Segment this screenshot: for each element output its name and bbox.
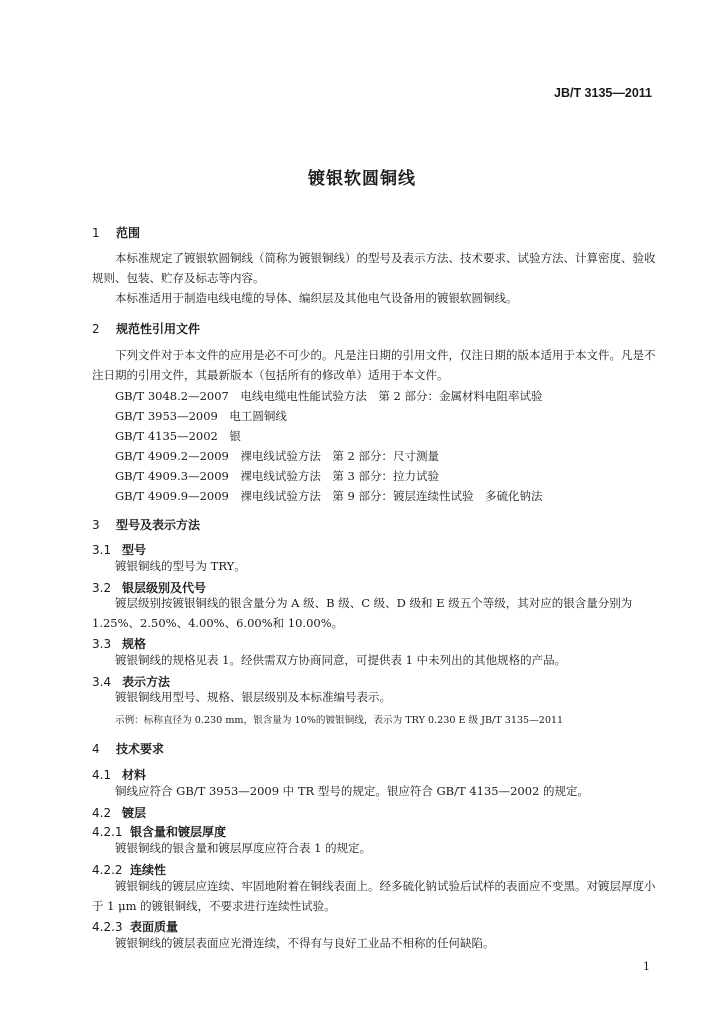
subsection-title: 银含量和镀层厚度 [130, 825, 227, 839]
section-title: 规范性引用文件 [116, 322, 201, 336]
section-number: 3 [92, 518, 100, 532]
section-3-heading [92, 516, 200, 533]
subsection-3-1-text: 镀银铜线的型号为 TRY。 [115, 559, 246, 573]
section-number: 4 [92, 742, 100, 756]
subsection-number: 3.2 [92, 581, 112, 595]
subsection-3-3-text: 镀银铜线的规格见表 1。经供需双方协商同意，可提供表 1 中未列出的其他规格的产品。 [115, 653, 567, 667]
subsection-3-4-text: 镀银铜线用型号、规格、银层级别及本标准编号表示。 [115, 690, 391, 704]
section-title: 技术要求 [116, 742, 165, 756]
section-1-heading [92, 224, 140, 241]
subsection-4-2-1-text: 镀银铜线的银含量和镀层厚度应符合表 1 的规定。 [115, 841, 372, 855]
subsection-title: 银层级别及代号 [122, 581, 207, 595]
subsection-title: 表示方法 [122, 675, 171, 689]
subsection-4-2-heading [92, 804, 146, 821]
subsection-number: 3.1 [92, 543, 112, 557]
section-title: 型号及表示方法 [116, 518, 201, 532]
subsection-number: 4.2.3 [92, 920, 123, 934]
subsection-number: 4.2 [92, 806, 112, 820]
subsection-title: 镀层 [122, 806, 147, 820]
document-title: 镀银软圆铜线 [308, 169, 416, 189]
reference-item: GB/T 4909.2—2009 裸电线试验方法 第 2 部分：尺寸测量 [115, 449, 439, 463]
example-note: 示例：标称直径为 0.230 mm，银含量为 10%的镀银铜线，表示为 TRY 0.230 E 级 JB/T 3135—2011 [115, 715, 564, 726]
section-number: 1 [92, 226, 100, 240]
subsection-number: 3.4 [92, 675, 112, 689]
subsection-title: 型号 [122, 543, 147, 557]
document-code: JB/T 3135—2011 [554, 86, 652, 100]
subsection-4-1-text: 铜线应符合 GB/T 3953—2009 中 TR 型号的规定。银应符合 GB/T 4135—2002 的规定。 [115, 784, 590, 798]
reference-item: GB/T 3048.2—2007 电线电缆电性能试验方法 第 2 部分：金属材料电阻率试验 [115, 389, 543, 403]
section-4-heading [92, 740, 164, 757]
section-2-paragraph-1: 下列文件对于本文件的应用是必不可少的。凡是注日期的引用文件，仅注日期的版本适用于本文件。凡是不注日期的引用文件，其最新版本（包括所有的修改单）适用于本文件。 [92, 348, 656, 382]
subsection-4-2-2-text: 镀银铜线的镀层应连续、牢固地附着在铜线表面上。经多硫化钠试验后试样的表面应不变黑。对镀层厚度小于 1 μm 的镀银铜线，不要求进行连续性试验。 [92, 879, 656, 913]
section-1-paragraph-2: 本标准适用于制造电线电缆的导体、编织层及其他电气设备用的镀银软圆铜线。 [115, 291, 518, 305]
reference-item: GB/T 4135—2002 银 [115, 429, 241, 443]
reference-item: GB/T 3953—2009 电工圆铜线 [115, 409, 287, 423]
subsection-title: 连续性 [130, 863, 167, 877]
reference-item: GB/T 4909.9—2009 裸电线试验方法 第 9 部分：镀层连续性试验 多硫化钠法 [115, 489, 543, 503]
subsection-number: 4.1 [92, 768, 112, 782]
section-2-heading [92, 320, 200, 337]
subsection-number: 4.2.2 [92, 863, 123, 877]
reference-item: GB/T 4909.3—2009 裸电线试验方法 第 3 部分：拉力试验 [115, 469, 439, 483]
subsection-number: 3.3 [92, 637, 112, 651]
subsection-4-2-3-text: 镀银铜线的镀层表面应光滑连续，不得有与良好工业品不相称的任何缺陷。 [115, 936, 495, 950]
page-number: 1 [643, 960, 650, 973]
subsection-3-2-text: 镀层级别按镀银铜线的银含量分为 A 级、B 级、C 级、D 级和 E 级五个等级，其对应的银含量分别为 1.25%、2.50%、4.00%、6.00%和 10.00%。 [92, 596, 633, 630]
section-1-paragraph-1: 本标准规定了镀银软圆铜线（简称为镀银铜线）的型号及表示方法、技术要求、试验方法、计算密度、验收规则、包装、贮存及标志等内容。 [92, 251, 656, 285]
subsection-number: 4.2.1 [92, 825, 123, 839]
section-title: 范围 [116, 226, 141, 240]
subsection-title: 表面质量 [130, 920, 179, 934]
section-number: 2 [92, 322, 100, 336]
subsection-title: 规格 [122, 637, 147, 651]
subsection-title: 材料 [122, 768, 147, 782]
